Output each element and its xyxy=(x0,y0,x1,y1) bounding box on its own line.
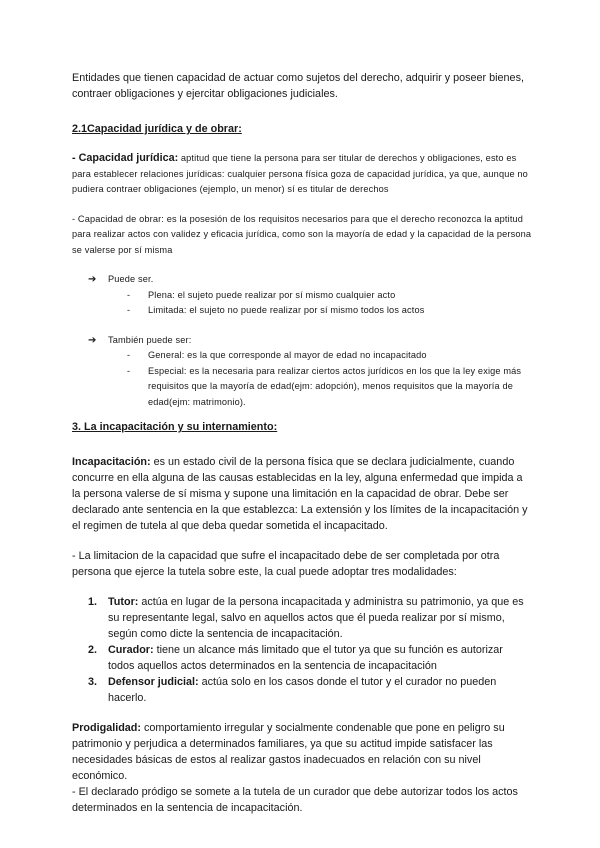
arrow-right-icon: ➔ xyxy=(88,274,97,285)
limitacion-paragraph: - La limitacion de la capacidad que sufre el incapacitado debe de ser completada por otra persona que ejerce la tutela sobre este, la cual puede adoptar tres modalidades: xyxy=(72,550,500,578)
incapacitacion-text: es un estado civil de la persona física que se declara judicialmente, cuando concurre en ella alguna de las causas establecidas en la ley, alguna enfermedad que impida a la persona valerse de sí misma y supone una limitación en la capacidad de obrar. Debe ser declarado ante sentencia en la que establezca: La extensión y los límites de la incapacitación y el regimen de tutela al que deba quedar sometida el incapacitado. xyxy=(72,456,528,532)
sub-list-puede-ser xyxy=(72,288,532,319)
capacidad-juridica-term: - Capacidad jurídica: xyxy=(72,152,179,164)
capacidad-juridica-paragraph xyxy=(72,151,532,198)
document-page xyxy=(72,70,532,816)
capacidad-juridica-text: aptitud que tiene la persona para ser titular de derechos y obligaciones, esto es para establecer relaciones jurídicas: cualquier persona física goza de capacidad jurídica, ya que, aunque no pudiera contraer obligaciones (ejemplo, un menor) sí es titular de derechos xyxy=(72,153,528,194)
arrow-list-label: También puede ser: xyxy=(108,334,192,345)
prodigo-paragraph: - El declarado pródigo se somete a la tutela de un curador que debe autorizar todos los actos determinados en la sentencia de incapacitación. xyxy=(72,786,518,814)
list-item: 3. Defensor judicial: actúa solo en los casos donde el tutor y el curador no pueden hacerlo. xyxy=(88,676,497,704)
list-item: 1. Tutor: actúa en lugar de la persona incapacitada y administra su patrimonio, ya que es su representante legal, salvo en aquellos actos que él pueda realizar por sí mismo, según como dicte la sentencia de incapacitación. xyxy=(88,596,524,640)
list-item: 2. Curador: tiene un alcance más limitado que el tutor ya que su función es autorizar todos aquellos actos determinados en la sentencia de incapacitación xyxy=(88,644,503,672)
arrow-list-item-tambien xyxy=(72,333,532,349)
list-item: - General: es la que corresponde al mayor de edad no incapacitado xyxy=(127,350,427,360)
section-heading-incapacitacion: 3. La incapacitación y su internamiento: xyxy=(72,421,278,433)
modalidades-list xyxy=(72,594,532,706)
list-item: - Limitada: el sujeto no puede realizar por sí mismo todos los actos xyxy=(127,305,425,315)
prodigalidad-text: comportamiento irregular y socialmente condenable que pone en peligro su patrimonio y perjudica a determinados familiares, ya que su actitud impide satisfacer las necesidades básicas de estos al realizar gastos inadecuados en relación con su nivel económico. xyxy=(72,722,505,782)
section-heading-capacidad: 2.1Capacidad jurídica y de obrar: xyxy=(72,123,242,135)
prodigalidad-paragraph xyxy=(72,720,532,784)
arrow-right-icon: ➔ xyxy=(88,334,97,346)
incapacitacion-paragraph xyxy=(72,454,532,534)
arrow-list-item-puede-ser xyxy=(72,272,532,288)
arrow-list-label: Puede ser. xyxy=(108,274,154,284)
list-item: - Especial: es la necesaria para realizar ciertos actos jurídicos en los que la ley exige más requisitos que la mayoría de edad(ejm: adopción), menos requisitos que la mayoría de edad(ejm: matrimonio). xyxy=(127,365,522,407)
capacidad-obrar-paragraph: - Capacidad de obrar: es la posesión de los requisitos necesarios para que el derecho reconozca la aptitud para realizar actos con validez y eficacia jurídica, como son la mayoría de edad y la capacidad de la persona se valerse por sí misma xyxy=(72,213,532,255)
sub-list-tambien xyxy=(72,348,532,410)
intro-paragraph: Entidades que tienen capacidad de actuar como sujetos del derecho, adquirir y poseer bienes, contraer obligaciones y ejercitar obligaciones judiciales. xyxy=(72,72,524,100)
list-item: - Plena: el sujeto puede realizar por sí mismo cualquier acto xyxy=(127,289,396,300)
prodigalidad-term: Prodigalidad: xyxy=(72,722,141,734)
incapacitacion-term: Incapacitación: xyxy=(72,456,151,468)
